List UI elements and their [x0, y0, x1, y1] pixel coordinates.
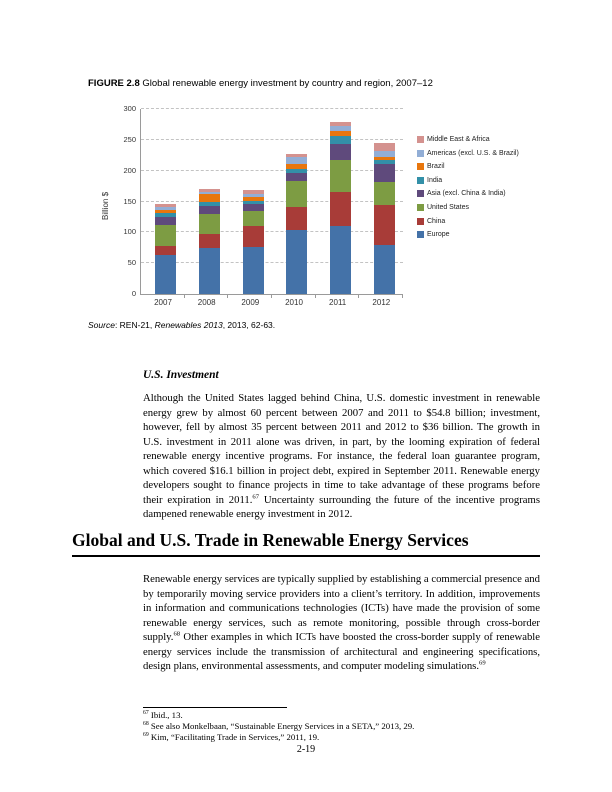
- footnote-line: [143, 732, 543, 743]
- bar-segment: [155, 246, 176, 255]
- legend-label: Asia (excl. China & India): [427, 190, 506, 198]
- chart-legend: [417, 136, 519, 245]
- chart-gridline: [141, 201, 403, 202]
- chart-gridline: [141, 108, 403, 109]
- x-axis-tick-label: 2012: [372, 298, 391, 307]
- y-axis-tick-label: 200: [123, 165, 136, 175]
- bar-segment: [286, 173, 307, 181]
- footnote-reference: 67: [252, 493, 260, 501]
- y-axis-tick-label: 0: [131, 289, 136, 298]
- paragraph-text: Uncertainty surrounding the future of the incentive programs dampened renewable energy investment in 2012.: [143, 493, 540, 521]
- footnote-reference: 69: [479, 659, 486, 667]
- paragraph-text: Although the United States lagged behind China, U.S. domestic investment in renewable energy grew by almost 60 percent between 2007 and 2011 to $54.8 billion; investment, however, fell by almost 35 percent between 2011 and 2012 to $36 billion. The growth in U.S. investment in 2011 alone was driven, in part, by the looming expiration of federal renewable energy incentive programs. For instance, the federal loan guarantee program, which covered $16.1 billion in project debt, expired in September 2011. Renewable energy developers sought to finance projects in time to take advantage of these programs before their expiration in 2011.: [143, 392, 540, 506]
- bar-segment: [243, 247, 264, 294]
- bar-segment: [330, 144, 351, 159]
- legend-item: [417, 190, 519, 197]
- bar-segment: [286, 207, 307, 230]
- legend-label: United States: [427, 203, 470, 211]
- footnote-text: Ibid., 13.: [148, 710, 183, 720]
- chart-plot-area: [123, 104, 403, 307]
- footnote-separator: [143, 707, 287, 708]
- legend-item: [417, 218, 519, 225]
- legend-item: [417, 231, 519, 238]
- bar-segment: [199, 194, 220, 202]
- legend-label: China: [427, 217, 446, 225]
- chart-gridline: [141, 139, 403, 140]
- chart-y-axis-title: Billion $: [101, 191, 110, 220]
- legend-color-swatch: [417, 136, 424, 143]
- figure-caption: [88, 78, 558, 89]
- bar-segment: [286, 230, 307, 294]
- bar-segment: [330, 192, 351, 226]
- source-word: Source: [88, 320, 115, 330]
- bar-segment: [243, 211, 264, 226]
- y-axis-tick-label: 300: [123, 104, 136, 113]
- bar-segment: [374, 205, 395, 245]
- legend-label: Brazil: [427, 163, 445, 171]
- legend-item: [417, 163, 519, 170]
- chart-gridline: [141, 262, 403, 263]
- bar-segment: [199, 248, 220, 294]
- bar-segment: [330, 226, 351, 294]
- footnote-text: Kim, “Facilitating Trade in Services,” 2011, 19.: [148, 731, 320, 742]
- legend-label: Americas (excl. U.S. & Brazil): [427, 149, 519, 157]
- x-axis-tick-label: 2008: [197, 298, 216, 307]
- legend-item: [417, 150, 519, 157]
- legend-item: [417, 204, 519, 211]
- x-axis-tick-label: 2011: [329, 298, 347, 307]
- legend-color-swatch: [417, 163, 424, 170]
- paragraph-text: Renewable energy services are typically supplied by establishing a commercial presence and by temporarily moving service providers into a client’s territory. In addition, improvements in information and communications technologies (ICTs) have made the provision of some renewable energy services, such as remote monitoring, possible through cross-border supply.: [143, 573, 540, 644]
- legend-color-swatch: [417, 177, 424, 184]
- bar-segment: [155, 225, 176, 246]
- legend-label: India: [427, 176, 443, 184]
- footnote-number: 69: [143, 731, 149, 738]
- legend-color-swatch: [417, 190, 424, 197]
- bar-segment: [330, 136, 351, 144]
- trade-section-paragraph: [143, 572, 540, 674]
- bar-segment: [199, 214, 220, 234]
- bar-segment: [155, 255, 176, 294]
- stacked-bar-2010: [286, 154, 307, 294]
- bar-segment: [374, 143, 395, 151]
- footnotes: [143, 710, 543, 742]
- legend-label: Middle East & Africa: [427, 136, 490, 143]
- bar-segment: [199, 234, 220, 248]
- chart-gridline: [141, 231, 403, 232]
- bar-segment: [286, 181, 307, 208]
- bar-segment: [243, 226, 264, 246]
- footnote-line: [143, 710, 543, 721]
- source-title: Renewables 2013: [154, 320, 223, 330]
- figure-title-text: Global renewable energy investment by country and region, 2007–12: [139, 78, 433, 89]
- figure-source-note: [88, 320, 275, 330]
- chart-gridline: [141, 170, 403, 171]
- us-investment-heading: U.S. Investment: [143, 369, 219, 381]
- stacked-bar-2008: [199, 189, 220, 294]
- figure-number: FIGURE 2.8: [88, 78, 140, 89]
- footnote-line: [143, 721, 543, 732]
- bar-segment: [330, 160, 351, 193]
- footnote-reference: 68: [173, 630, 181, 638]
- trade-section-heading: Global and U.S. Trade in Renewable Energy Services: [72, 530, 540, 557]
- source-end: , 2013, 62-63.: [222, 320, 276, 330]
- legend-color-swatch: [417, 218, 424, 225]
- bar-segment: [199, 206, 220, 213]
- x-axis-tick-label: 2007: [154, 298, 172, 307]
- bar-segment: [374, 245, 395, 294]
- stacked-bar-2011: [330, 122, 351, 294]
- legend-item: [417, 177, 519, 184]
- stacked-bar-2007: [155, 204, 176, 294]
- y-axis-tick-label: 250: [123, 134, 136, 144]
- y-axis-tick-label: 150: [123, 196, 136, 206]
- footnote-text: See also Monkelbaan, “Sustainable Energy Services in a SETA,” 2013, 29.: [148, 720, 415, 731]
- legend-color-swatch: [417, 231, 424, 238]
- stacked-bar-2012: [374, 143, 395, 294]
- legend-item: [417, 136, 519, 143]
- y-axis-tick-label: 50: [127, 258, 136, 268]
- paragraph-text: Other examples in which ICTs have boosted the cross-border supply of renewable energy services include the transmission of architectural and engineering specifications, design plans, environmental assessments, and computer modeling simulations.: [143, 631, 540, 673]
- legend-label: Europe: [427, 231, 450, 239]
- bar-segment: [374, 164, 395, 182]
- x-axis-tick-label: 2009: [241, 298, 260, 307]
- page-number: 2-19: [296, 744, 316, 755]
- y-axis-tick-label: 100: [123, 227, 136, 237]
- footnote-number: 68: [143, 720, 149, 727]
- bar-segment: [374, 182, 395, 205]
- bar-segment: [286, 157, 307, 164]
- legend-color-swatch: [417, 204, 424, 211]
- footnote-number: 67: [143, 710, 149, 717]
- us-investment-paragraph: [143, 391, 540, 522]
- x-axis-tick-label: 2010: [285, 298, 303, 307]
- stacked-bar-2009: [243, 190, 264, 294]
- source-mid: : REN-21,: [114, 320, 155, 330]
- legend-color-swatch: [417, 150, 424, 157]
- bar-segment: [155, 217, 176, 225]
- x-axis-tickmark: [402, 295, 403, 298]
- bar-segment: [243, 204, 264, 211]
